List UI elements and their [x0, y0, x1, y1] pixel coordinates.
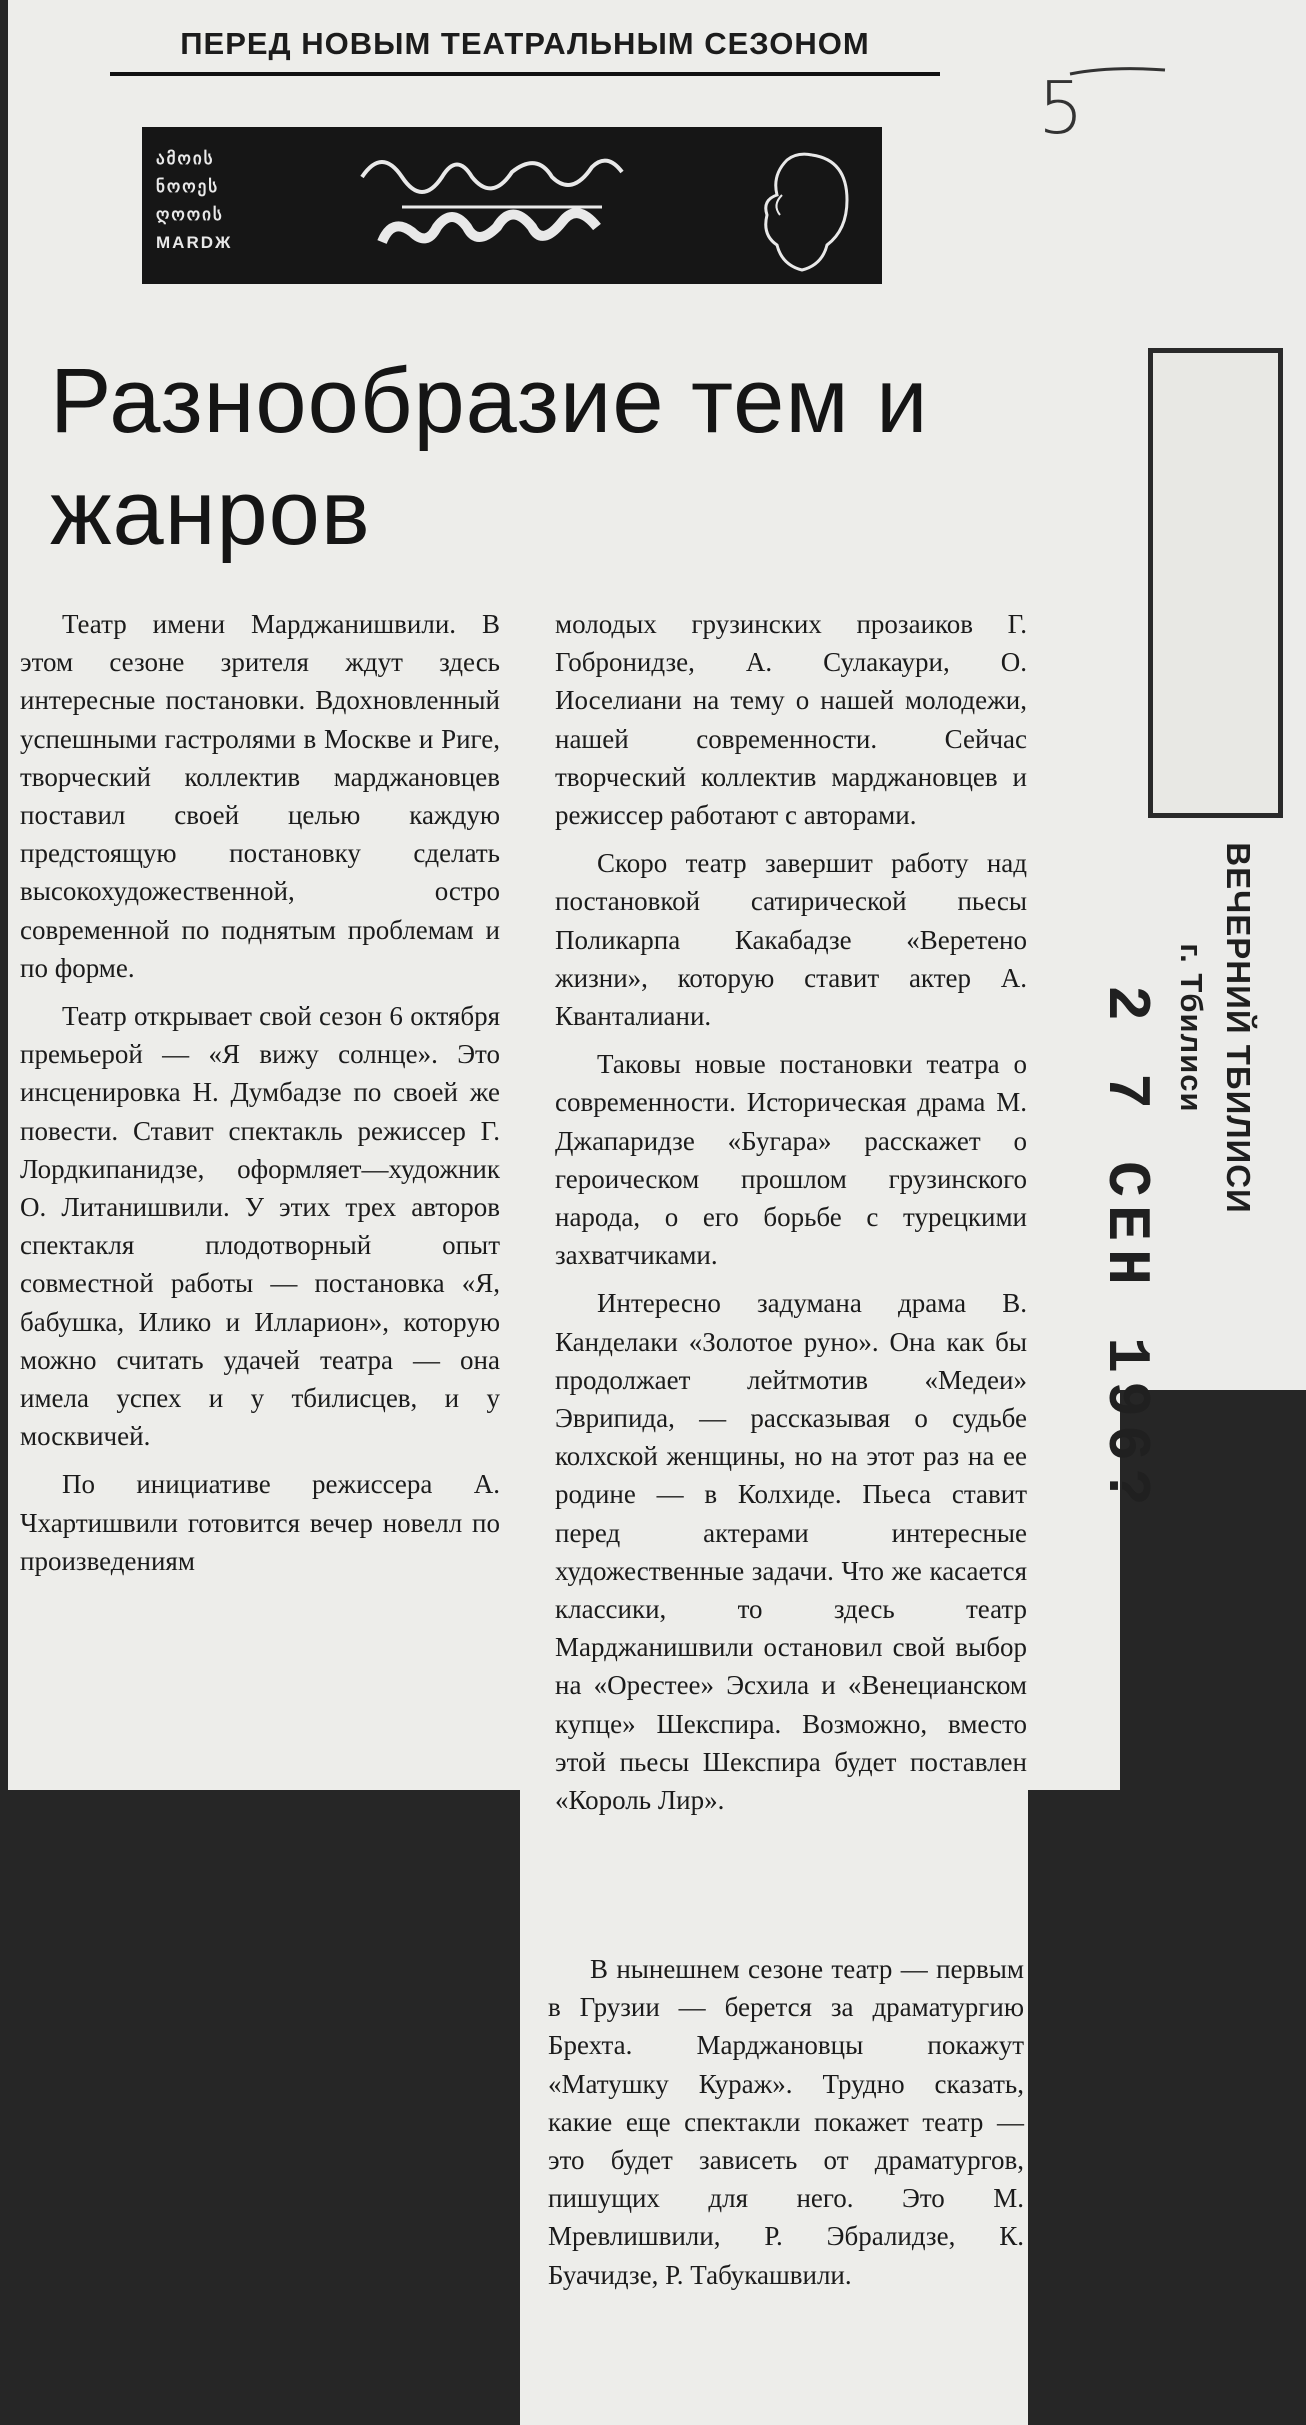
paragraph: Театр открывает свой сезон 6 октября премьерой — «Я вижу солнце». Это инсценировка Н. Думбадзе по своей же повести. Ставит спектакль режиссер Г. Лордкипанидзе, оформляет—художник О. Литанишвили. У этих трех авторов спектакля плодотворный опыт совместной работы — постановка «Я, бабушка, Илико и Илларион», которую можно считать удачей театра — она имела успех и у тбилисцев, и у москвичей. [20, 1001, 500, 1452]
banner-line: ნოოეს [156, 177, 220, 196]
paragraph: молодых грузинских прозаиков Г. Гобронидзе, А. Сулакаури, О. Иоселиани на тему о нашей молодежи, нашей современности. Сейчас творческий коллектив марджановцев и режиссер работают с авторами. [555, 609, 1027, 831]
article-column-1 [20, 605, 500, 1590]
article-column-3 [548, 1950, 1024, 2304]
paragraph: Театр имени Марджанишвили. В этом сезоне зрителя ждут здесь интересные постановки. Вдохновленный успешными гастролями в Москве и Риге, творческий коллектив марджановцев поставил своей целью каждую предстоящую постановку сделать высокохудожественной, остро современной по поднятым проблемам и по форме. [20, 609, 500, 983]
rubric: ПЕРЕД НОВЫМ ТЕАТРАЛЬНЫМ СЕЗОНОМ [180, 26, 870, 61]
stamp-city: г. Тбилиси [1174, 943, 1209, 1113]
theatre-banner [142, 127, 882, 284]
rubric-rule [110, 72, 940, 76]
banner-script-logo [342, 137, 662, 275]
handwritten-stroke [1000, 60, 1180, 160]
portrait-sketch-icon [742, 135, 862, 277]
paragraph: Таковы новые постановки театра о современности. Историческая драма М. Джапаридзе «Бугара» расскажет о героическом прошлом грузинского народа, о его борьбе с турецкими захватчиками. [555, 1049, 1027, 1271]
stamp-newspaper-name: ВЕЧЕРНИЙ ТБИЛИСИ [1220, 842, 1257, 1214]
paragraph: По инициативе режиссера А. Чхартишвили готовится вечер новелл по произведениям [20, 1469, 500, 1576]
handwritten-number: 5 [1038, 66, 1084, 150]
paragraph: Скоро театр завершит работу над постановкой сатирической пьесы Поликарпа Какабадзе «Веретено жизни», которую ставит актер А. Квантaлиани. [555, 848, 1027, 1032]
banner-line: ამოის [156, 149, 215, 168]
paragraph: Интересно задумана драма В. Канделаки «Золотое руно». Она как бы продолжает лейтмотив «Медеи» Эврипида, — рассказывая о судьбе колхской женщины, но на этот раз на ее родине — в Колхиде. Пьеса ставит перед актерами интересные художественные задачи. Что же касается классики, то здесь театр Марджанишвили остановил свой выбор на «Орестее» Эсхила и «Венецианском купце» Шекспира. Возможно, вместо этой пьесы Шекспира будет поставлен «Король Лир». [555, 1288, 1027, 1816]
paragraph: В нынешнем сезоне театр — первым в Грузии — берется за драматургию Брехта. Марджановцы покажут «Матушку Кураж». Трудно сказать, какие еще спектакли покажет театр — это будет зависеть от драматургов, пишущих для него. Это М. Мревлишвили, Р. Эбралидзе, К. Буачидзе, Р. Табукашвили. [548, 1954, 1024, 2290]
headline: Разнообразие тем и жанров [50, 350, 929, 564]
banner-georgian-lines [156, 145, 296, 257]
newspaper-stamp [1148, 348, 1283, 818]
article-column-2 [555, 605, 1027, 1829]
banner-line: ღოოის [156, 205, 224, 224]
date-stamp: 2 7 СЕН 196? [1091, 985, 1159, 1514]
banner-line: MARDЖ [156, 233, 233, 252]
